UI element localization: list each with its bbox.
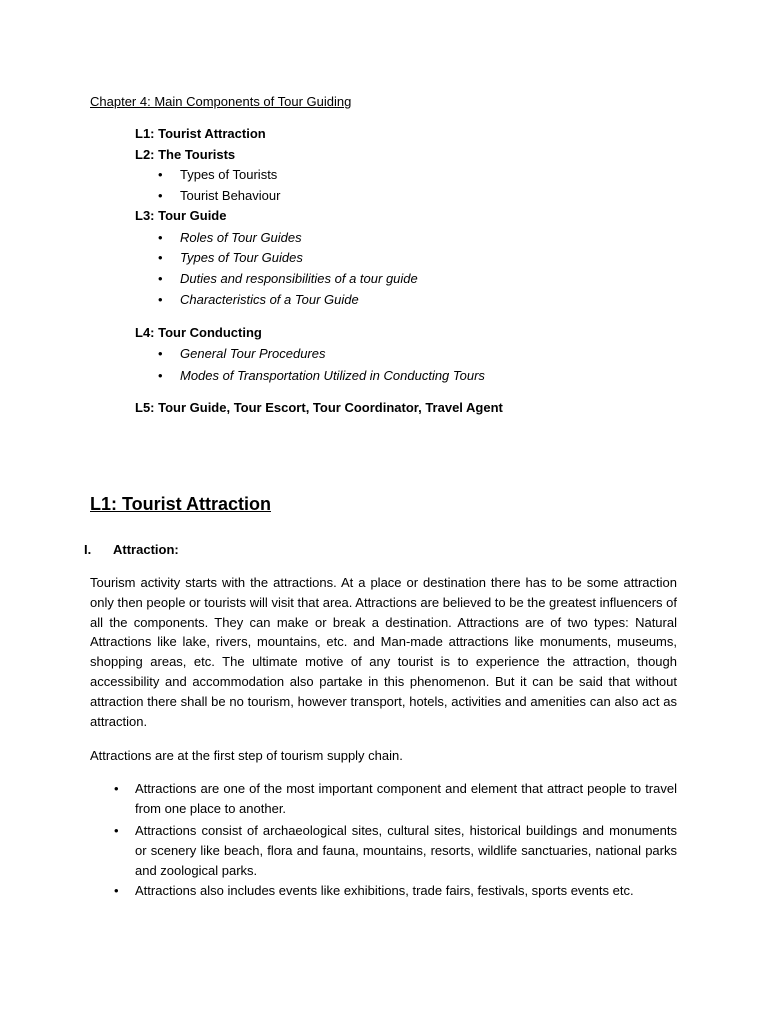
toc-l2-item: Types of Tourists <box>180 167 278 182</box>
chapter-title: Chapter 4: Main Components of Tour Guiding <box>90 94 352 109</box>
list-item: Attractions consist of archaeological sites, cultural sites, historical buildings and monuments or scenery like beach, flora and fauna, mountains, resorts, wildlife sanctuaries, national parks and zoological parks. <box>135 823 677 878</box>
bullet-icon: • <box>158 230 163 245</box>
bullet-icon: • <box>114 781 119 796</box>
bullet-icon: • <box>114 823 119 838</box>
toc-l4-item: Modes of Transportation Utilized in Conducting Tours <box>180 368 485 383</box>
bullet-icon: • <box>158 368 163 383</box>
toc-l3-item: Characteristics of a Tour Guide <box>180 292 359 307</box>
toc-l3-item: Types of Tour Guides <box>180 250 303 265</box>
paragraph-attractions: Tourism activity starts with the attractions. At a place or destination there has to be some attraction only then people or tourists will visit that area. Attractions are believed to be the greatest influencers of all the components. They can make or break a destination. Attractions are of two types: Natural Attractions like lake, rivers, mountains, etc. and Man-made attractions like monuments, museums, shopping areas, etc. The ultimate motive of any tourist is to experience the attraction, though accessibility and accommodation also partake in this phenomenon. But it can be said that without attraction there shall be no tourism, however transport, hotels, activities and amenities can also act as attraction. <box>90 575 677 729</box>
bullet-icon: • <box>114 883 119 898</box>
subsection-title: Attraction: <box>113 542 179 557</box>
toc-l4: L4: Tour Conducting <box>135 325 262 340</box>
bullet-icon: • <box>158 346 163 361</box>
bullet-icon: • <box>158 250 163 265</box>
toc-l1: L1: Tourist Attraction <box>135 126 266 141</box>
list-item: Attractions also includes events like exhibitions, trade fairs, festivals, sports events etc. <box>135 883 634 898</box>
bullet-icon: • <box>158 167 163 182</box>
section-heading: L1: Tourist Attraction <box>90 494 271 514</box>
bullet-icon: • <box>158 271 163 286</box>
toc-l3-item: Duties and responsibilities of a tour guide <box>180 271 418 286</box>
toc-l5: L5: Tour Guide, Tour Escort, Tour Coordinator, Travel Agent <box>135 400 503 415</box>
list-item: Attractions are one of the most important component and element that attract people to travel from one place to another. <box>135 781 677 816</box>
subsection-number: I. <box>84 542 92 557</box>
toc-l3-item: Roles of Tour Guides <box>180 230 302 245</box>
bullet-icon: • <box>158 188 163 203</box>
paragraph-supply-chain: Attractions are at the first step of tourism supply chain. <box>90 748 403 763</box>
toc-l3: L3: Tour Guide <box>135 208 227 223</box>
bullet-icon: • <box>158 292 163 307</box>
toc-l2-item: Tourist Behaviour <box>180 188 281 203</box>
toc-l4-item: General Tour Procedures <box>180 346 326 361</box>
toc-l2: L2: The Tourists <box>135 147 236 162</box>
